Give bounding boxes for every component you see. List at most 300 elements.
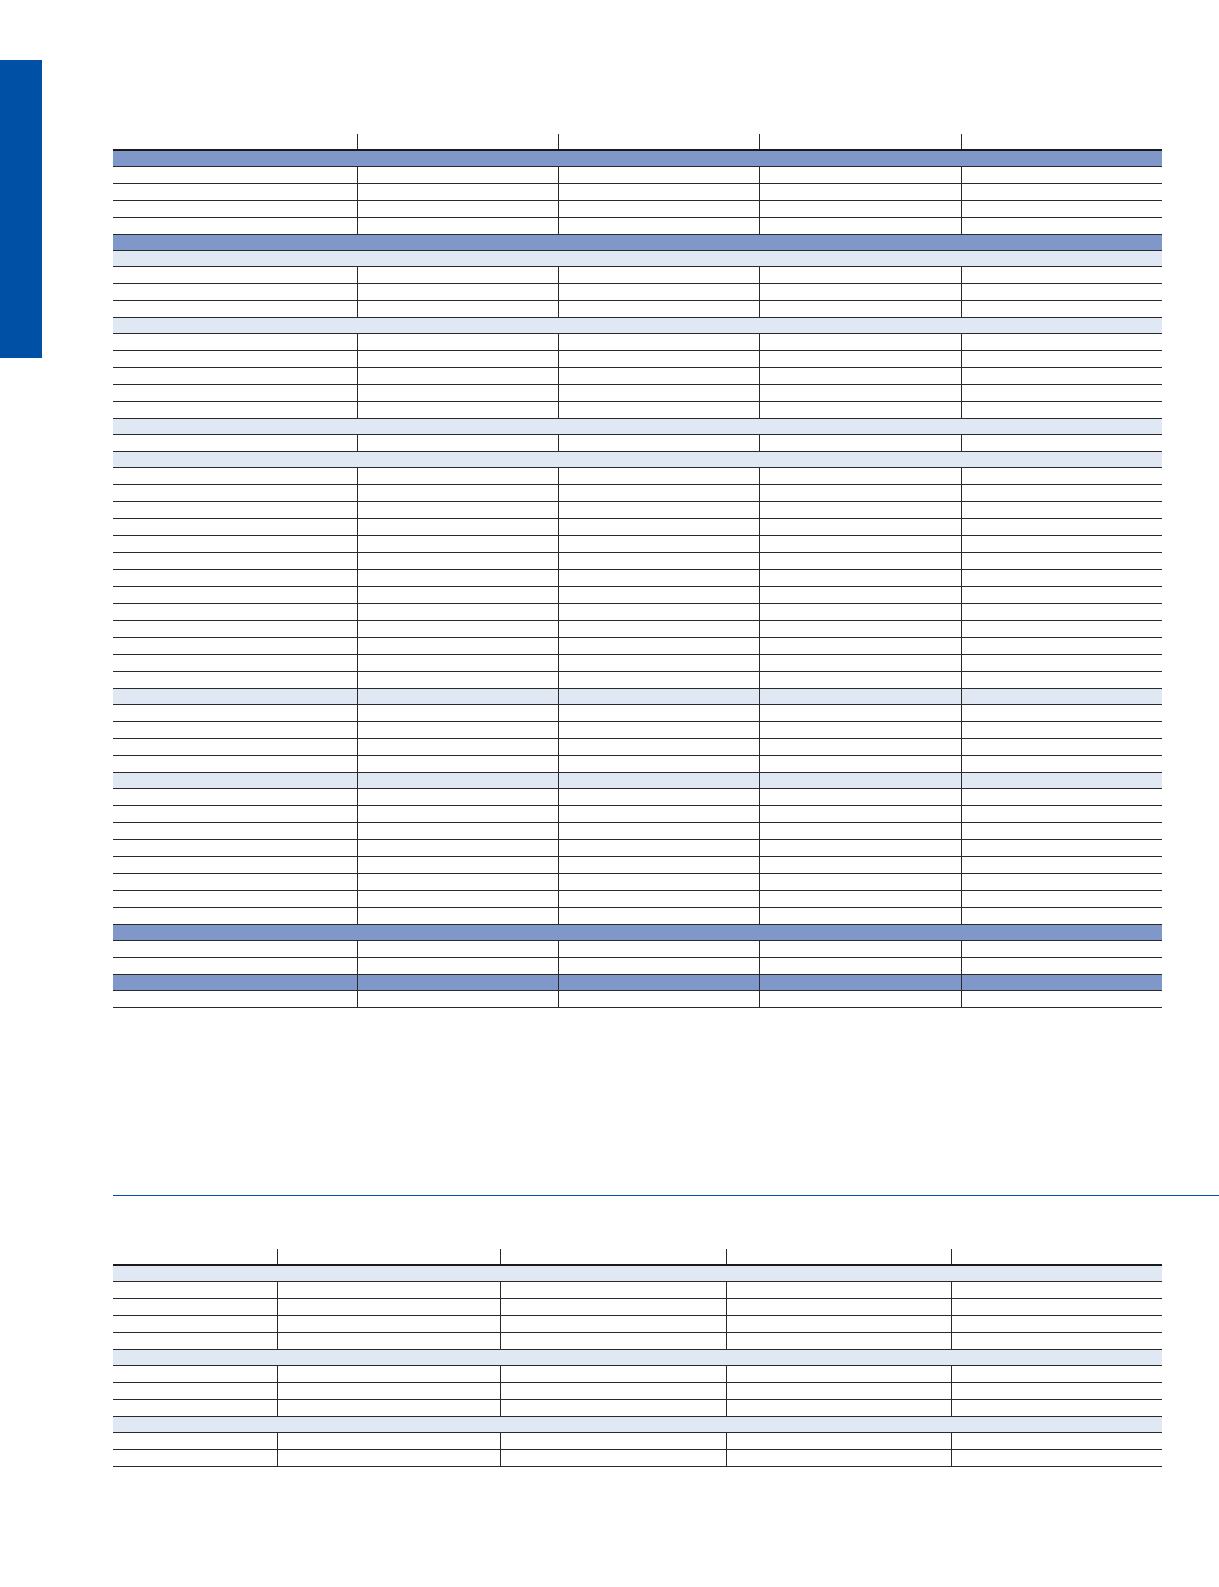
table-cell [558,739,760,755]
table-section-row [113,689,1162,705]
table-cell [558,840,760,856]
table-cell [951,1450,1163,1466]
table-cell [759,267,961,283]
table-cell [558,722,760,738]
table-cell [961,773,1163,788]
table-cell [961,958,1163,974]
table-cell [961,553,1163,569]
table-section-row [113,1266,1162,1282]
table-cell [951,1316,1163,1332]
table-row [113,823,1162,840]
table-cell [726,1400,953,1416]
table-row [113,334,1162,351]
table-cell [759,773,961,788]
table-cell [357,301,558,317]
table-cell [961,672,1163,688]
table-cell [113,1299,277,1315]
table-cell [961,604,1163,620]
table-cell [500,1383,727,1399]
table-row [113,941,1162,958]
table-cell [113,1333,277,1349]
table-cell [113,655,357,671]
table-cell [113,218,357,234]
table-cell [558,570,760,586]
table-section-row [113,452,1162,468]
table-cell [357,536,558,552]
table-row [113,167,1162,184]
table-cell [759,334,961,350]
table-row [113,874,1162,891]
table-cell [961,941,1163,957]
table-row [113,1299,1162,1316]
table-cell [759,638,961,654]
table-cell [357,385,558,401]
table-cell [961,351,1163,367]
table-cell [961,167,1163,183]
table-cell [961,267,1163,283]
table-row [113,351,1162,368]
table-cell [113,891,357,907]
table-cell [961,570,1163,586]
table-cell [759,975,961,990]
table-cell [726,1333,953,1349]
table-header-row [113,1249,1162,1266]
table-header-row [113,134,1162,151]
table-cell [277,1450,501,1466]
table-cell [500,1450,727,1466]
table-row [113,739,1162,756]
table-row [113,284,1162,301]
table-cell [759,908,961,924]
table-cell [500,1366,727,1382]
table-row [113,722,1162,739]
table-cell [113,1316,277,1332]
table-cell [759,485,961,501]
table-cell [113,1450,277,1466]
table-cell [759,435,961,451]
table-cell [113,789,357,805]
table-cell [113,840,357,856]
table-row [113,570,1162,587]
table-cell [113,368,357,384]
table-cell [113,502,357,518]
table-cell [759,739,961,755]
table-cell [951,1299,1163,1315]
table-cell [558,435,760,451]
table-cell [113,587,357,603]
table-cell [558,604,760,620]
table-cell [113,806,357,822]
table-row [113,485,1162,502]
table-cell [357,789,558,805]
table-row [113,991,1162,1008]
table-cell [759,301,961,317]
table-cell [500,1433,727,1449]
table-cell [113,756,357,772]
table-cell [113,201,357,217]
table-cell [558,655,760,671]
table-row [113,1383,1162,1400]
table-row [113,502,1162,519]
table-cell [357,468,558,484]
table-cell [759,655,961,671]
table-cell [961,502,1163,518]
table-cell [500,1333,727,1349]
table-cell [759,621,961,637]
table-cell [113,941,357,957]
table-cell [961,638,1163,654]
table-cell [558,958,760,974]
table-cell [558,184,760,200]
table-cell [357,991,558,1007]
table-section-row [113,251,1162,267]
table-cell [357,655,558,671]
table-cell [500,1299,727,1315]
table-cell [759,553,961,569]
side-tab-marker [0,60,42,358]
table-cell [759,840,961,856]
table-cell [113,468,357,484]
table-cell [726,1383,953,1399]
table-cell [113,267,357,283]
table-cell [558,351,760,367]
table-row [113,638,1162,655]
table-cell [961,840,1163,856]
table-row [113,402,1162,419]
table-cell [113,604,357,620]
section-divider [113,1195,1219,1196]
table-cell [277,1433,501,1449]
table-cell [961,519,1163,535]
table-row [113,705,1162,722]
table-cell [961,334,1163,350]
table-cell [357,672,558,688]
table-cell [357,351,558,367]
table-cell [558,385,760,401]
table-cell [961,587,1163,603]
table-cell [726,1316,953,1332]
table-cell [961,722,1163,738]
table-row [113,1282,1162,1299]
table-cell [113,739,357,755]
table-row [113,553,1162,570]
table-cell [357,519,558,535]
table-cell [961,823,1163,839]
table-cell [113,857,357,873]
table-cell [961,218,1163,234]
table-cell [759,184,961,200]
table-cell [357,167,558,183]
table-header-cell [113,134,357,149]
table-row [113,655,1162,672]
table-cell [357,773,558,788]
table-row [113,301,1162,318]
table-row [113,468,1162,485]
table-cell [113,553,357,569]
table-cell [558,891,760,907]
table-cell [357,284,558,300]
table-cell [759,891,961,907]
table-cell [113,570,357,586]
table-cell [558,975,760,990]
table-cell [558,806,760,822]
table-cell [951,1383,1163,1399]
table-cell [558,536,760,552]
table-cell [113,722,357,738]
table-cell [726,1299,953,1315]
table-cell [558,368,760,384]
table-cell [558,485,760,501]
table-cell [759,587,961,603]
table-cell [113,1383,277,1399]
table-header-cell [500,1249,727,1264]
table-cell [357,806,558,822]
table-cell [277,1299,501,1315]
table-cell [113,672,357,688]
table-row [113,1433,1162,1450]
table-cell [357,941,558,957]
table-cell [759,705,961,721]
table-row [113,536,1162,553]
table-cell [558,857,760,873]
table-cell [961,857,1163,873]
table-cell [113,301,357,317]
table-header-cell [951,1249,1163,1264]
table-cell [726,1433,953,1449]
table-cell [113,975,357,990]
table-row [113,519,1162,536]
table-cell [759,689,961,704]
table-cell [726,1366,953,1382]
table-cell [759,672,961,688]
table-cell [357,689,558,704]
table-cell [113,167,357,183]
table-row [113,806,1162,823]
table-row [113,958,1162,975]
table-cell [113,536,357,552]
data-table-primary [113,134,1162,1008]
table-section-row [113,1350,1162,1366]
table-cell [759,385,961,401]
table-cell [277,1316,501,1332]
table-row [113,789,1162,806]
table-cell [759,958,961,974]
table-cell [759,756,961,772]
table-section-row [113,773,1162,789]
table-cell [113,184,357,200]
table-header-cell [357,134,558,149]
table-cell [961,468,1163,484]
table-cell [113,402,357,418]
table-cell [558,167,760,183]
table-cell [951,1333,1163,1349]
table-cell [357,587,558,603]
table-cell [558,941,760,957]
table-cell [357,958,558,974]
table-cell [961,689,1163,704]
table-header-cell [726,1249,953,1264]
table-cell [558,756,760,772]
table-cell [558,991,760,1007]
table-cell [961,756,1163,772]
table-cell [759,806,961,822]
table-cell [500,1316,727,1332]
table-cell [961,301,1163,317]
table-cell [113,773,357,788]
table-row [113,604,1162,621]
table-cell [759,368,961,384]
table-cell [357,705,558,721]
table-section-row [113,975,1162,991]
table-cell [357,334,558,350]
table-row [113,368,1162,385]
table-row [113,756,1162,773]
table-cell [113,485,357,501]
table-cell [759,604,961,620]
table-cell [759,284,961,300]
table-cell [357,857,558,873]
table-cell [357,638,558,654]
table-cell [961,485,1163,501]
table-cell [961,284,1163,300]
table-cell [558,689,760,704]
table-row [113,267,1162,284]
table-cell [113,284,357,300]
table-cell [357,553,558,569]
table-cell [558,334,760,350]
table-cell [357,485,558,501]
table-section-row [113,235,1162,251]
table-row [113,1333,1162,1350]
table-cell [558,468,760,484]
table-row [113,1316,1162,1333]
table-cell [558,908,760,924]
table-cell [961,385,1163,401]
table-cell [113,1366,277,1382]
table-cell [558,773,760,788]
table-cell [759,402,961,418]
table-cell [961,789,1163,805]
table-cell [961,536,1163,552]
table-cell [113,638,357,654]
table-cell [113,823,357,839]
table-section-row [113,151,1162,167]
table-row [113,908,1162,925]
table-section-row [113,318,1162,334]
table-cell [759,874,961,890]
table-cell [961,655,1163,671]
table-row [113,857,1162,874]
table-cell [357,621,558,637]
table-cell [961,368,1163,384]
table-row [113,184,1162,201]
table-cell [759,201,961,217]
table-cell [357,756,558,772]
table-cell [357,891,558,907]
table-cell [558,553,760,569]
table-cell [759,570,961,586]
table-cell [759,218,961,234]
table-cell [558,672,760,688]
table-row [113,891,1162,908]
table-cell [357,435,558,451]
table-cell [277,1333,501,1349]
table-row [113,672,1162,689]
table-cell [357,184,558,200]
table-cell [357,218,558,234]
table-cell [558,519,760,535]
table-row [113,621,1162,638]
table-cell [357,604,558,620]
table-cell [759,167,961,183]
table-cell [961,201,1163,217]
table-cell [759,519,961,535]
table-cell [759,468,961,484]
table-cell [558,402,760,418]
table-cell [277,1366,501,1382]
table-cell [961,874,1163,890]
table-header-cell [277,1249,501,1264]
table-cell [277,1383,501,1399]
table-header-cell [961,134,1163,149]
table-cell [357,368,558,384]
table-cell [357,823,558,839]
table-section-row [113,419,1162,435]
table-cell [357,975,558,990]
table-cell [277,1282,501,1298]
table-cell [558,301,760,317]
data-table-secondary [113,1249,1162,1467]
table-cell [726,1450,953,1466]
table-cell [558,823,760,839]
table-cell [357,267,558,283]
table-cell [113,1282,277,1298]
table-cell [726,1282,953,1298]
table-cell [357,874,558,890]
table-cell [558,201,760,217]
table-cell [113,435,357,451]
table-cell [113,958,357,974]
table-cell [961,739,1163,755]
table-row [113,1400,1162,1417]
table-cell [113,991,357,1007]
table-cell [558,638,760,654]
table-cell [357,908,558,924]
table-cell [759,991,961,1007]
table-cell [113,1400,277,1416]
table-row [113,1366,1162,1383]
table-cell [951,1433,1163,1449]
table-row [113,385,1162,402]
table-cell [961,975,1163,990]
table-cell [357,722,558,738]
table-cell [961,435,1163,451]
table-cell [558,705,760,721]
table-row [113,1450,1162,1467]
table-row [113,435,1162,452]
table-cell [277,1400,501,1416]
table-cell [558,218,760,234]
table-cell [961,705,1163,721]
table-cell [113,351,357,367]
table-cell [113,689,357,704]
table-cell [357,840,558,856]
table-cell [113,519,357,535]
table-cell [500,1282,727,1298]
table-row [113,840,1162,857]
table-cell [113,385,357,401]
table-cell [558,621,760,637]
